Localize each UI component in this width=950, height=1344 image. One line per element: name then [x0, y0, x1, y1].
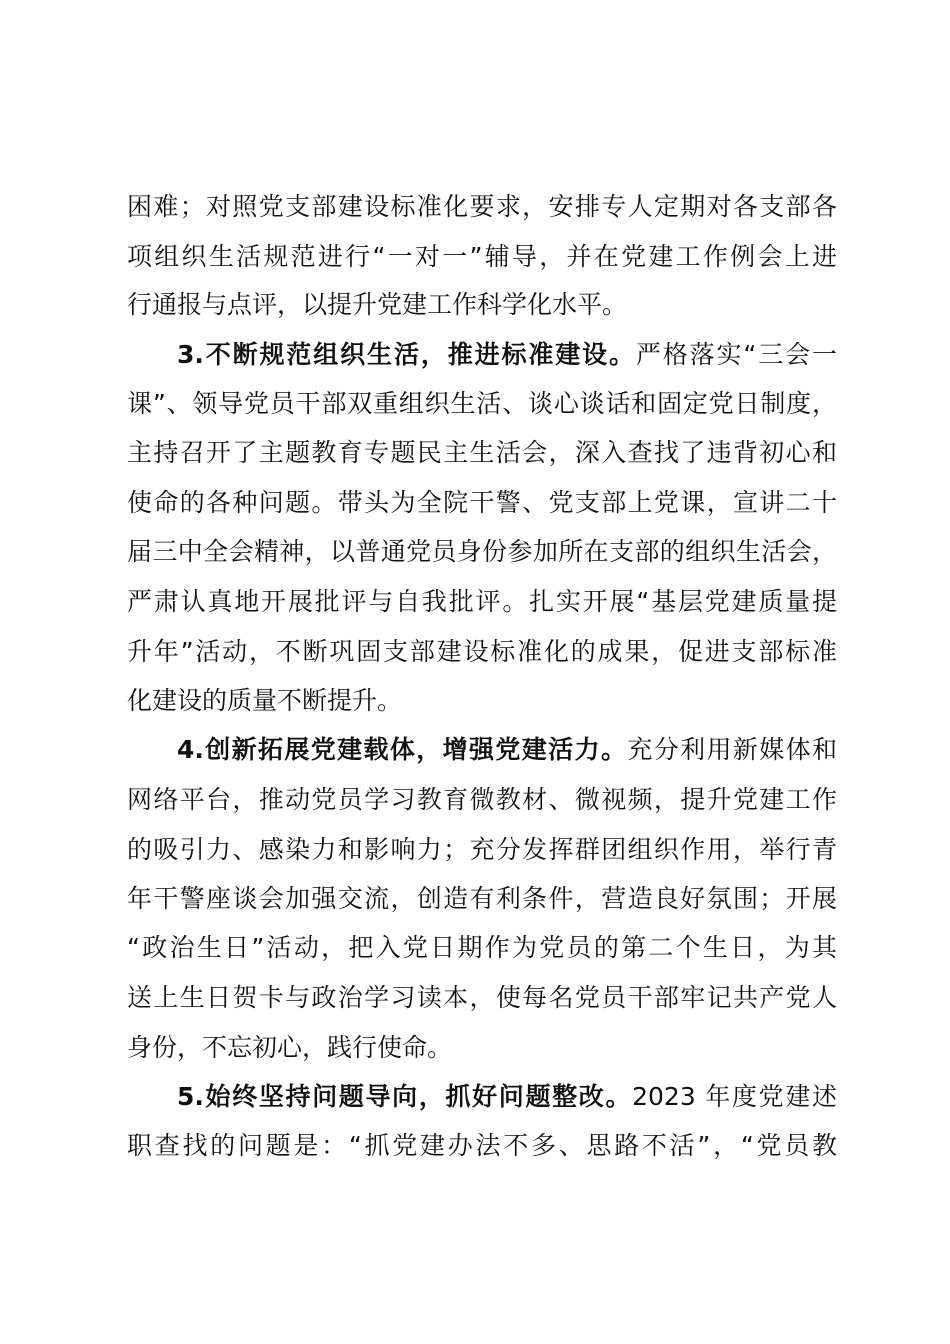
body-text-line: “政治生日”活动，把入党日期作为党员的第二个生日，为其 — [127, 933, 837, 962]
body-text-line: 网络平台，推动党员学习教育微教材、微视频，提升党建工作 — [127, 785, 837, 814]
body-text: 充分利用新媒体和 — [627, 735, 837, 764]
body-text-line: 严肃认真地开展批评与自我批评。扎实开展“基层党建质量提 — [127, 587, 837, 616]
body-text-line: 职查找的问题是：“抓党建办法不多、思路不活”，“党员教 — [127, 1131, 837, 1160]
body-text-line: 行通报与点评，以提升党建工作科学化水平。 — [127, 290, 628, 319]
body-text-line: 的吸引力、感染力和影响力；充分发挥群团组织作用，举行青 — [127, 835, 837, 864]
paragraph-first-line — [177, 730, 837, 770]
body-text-line: 课”、领导党员干部双重组织生活、谈心谈话和固定党日制度， — [127, 389, 837, 418]
section-heading-4: 4.创新拓展党建载体，增强党建活力。 — [177, 735, 628, 764]
body-text-line: 化建设的质量不断提升。 — [127, 686, 403, 715]
section-heading-3: 3.不断规范组织生活，推进标准建设。 — [177, 340, 636, 369]
body-text-line: 使命的各种问题。带头为全院干警、党支部上党课，宣讲二十 — [127, 488, 837, 517]
body-text-line: 升年”活动，不断巩固支部建设标准化的成果，促进支部标准 — [127, 637, 837, 666]
body-text: 2023 年度党建述 — [632, 1082, 837, 1111]
body-text-line: 身份，不忘初心，践行使命。 — [127, 1033, 453, 1062]
body-text: 严格落实“三会一 — [635, 340, 837, 369]
body-text-line: 届三中全会精神，以普通党员身份参加所在支部的组织生活会， — [127, 537, 837, 566]
section-heading-5: 5.始终坚持问题导向，抓好问题整改。 — [177, 1082, 633, 1111]
paragraph-first-line — [177, 1077, 837, 1117]
body-text-line: 年干警座谈会加强交流，创造有利条件，营造良好氛围；开展 — [127, 884, 837, 913]
body-text-line: 主持召开了主题教育专题民主生活会，深入查找了违背初心和 — [127, 438, 837, 467]
body-text-line: 送上生日贺卡与政治学习读本，使每名党员干部牢记共产党人 — [127, 983, 837, 1012]
body-text-line: 困难；对照党支部建设标准化要求，安排专人定期对各支部各 — [127, 192, 837, 221]
body-text-line: 项组织生活规范进行“一对一”辅导，并在党建工作例会上进 — [127, 242, 837, 271]
paragraph-first-line — [177, 335, 837, 375]
